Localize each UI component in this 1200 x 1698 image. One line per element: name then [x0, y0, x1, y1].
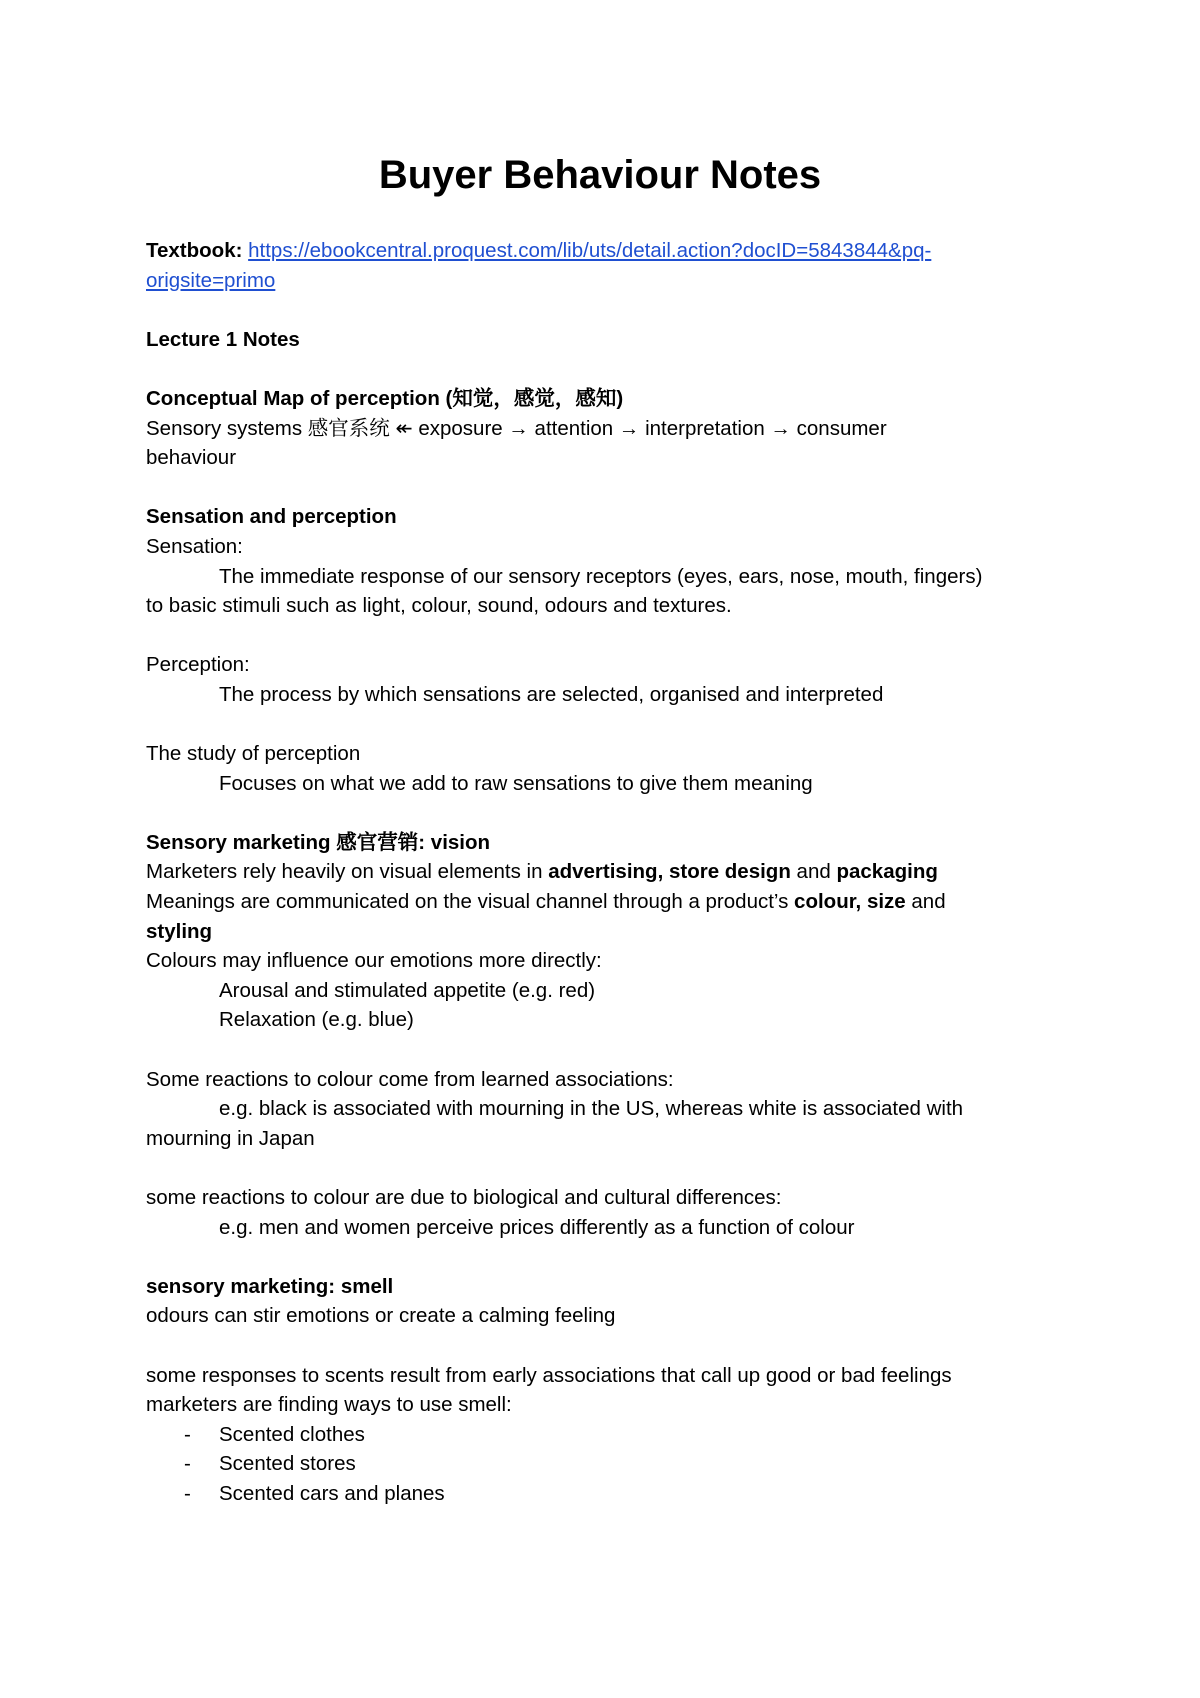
textbook-link[interactable]: https://ebookcentral.proquest.com/lib/uts/detail.action?docID=5843844&pq-: [248, 239, 932, 262]
textbook-label: Textbook:: [146, 239, 249, 262]
vision-line-1: [146, 857, 1056, 887]
study-label: The study of perception: [146, 742, 361, 766]
conceptual-map-heading: Conceptual Map of perception (知觉，感觉，感知): [146, 386, 624, 410]
textbook-line-2: [146, 266, 1056, 296]
bullet-marker: -: [184, 1422, 191, 1446]
vision-line-2-text: Meanings are communicated on the visual channel through a product’s: [146, 890, 795, 914]
list-item: [146, 1420, 1056, 1450]
bio-example: e.g. men and women perceive prices differently as a function of colour: [219, 1215, 855, 1239]
vision-line-1-and: and: [790, 860, 837, 884]
perception-label: Perception:: [146, 653, 250, 677]
textbook-line: [146, 236, 1056, 266]
study-definition: Focuses on what we add to raw sensations to give them meaning: [219, 771, 813, 795]
vision-line-2-bold: colour, size: [794, 890, 906, 914]
list-item-text: Scented clothes: [219, 1422, 365, 1446]
spacer: [146, 1331, 1056, 1361]
spacer: [146, 710, 1056, 740]
colours-item-1: Arousal and stimulated appetite (e.g. red): [219, 978, 596, 1002]
spacer: [146, 621, 1056, 651]
colours-item-2: Relaxation (e.g. blue): [219, 1008, 414, 1032]
page-title: Buyer Behaviour Notes: [378, 153, 822, 197]
spacer: [146, 354, 1056, 384]
textbook-link-continued[interactable]: origsite=primo: [146, 268, 276, 292]
vision-line-1-text: Marketers rely heavily on visual elements in: [146, 860, 549, 884]
spacer: [146, 1153, 1056, 1183]
perception-definition: The process by which sensations are selected, organised and interpreted: [219, 682, 884, 706]
sensation-label: Sensation:: [146, 534, 243, 558]
smell-line-2: some responses to scents result from early associations that call up good or bad feelings: [146, 1363, 952, 1387]
conceptual-map-flow-continued: behaviour: [146, 446, 237, 470]
bullet-marker: -: [184, 1481, 191, 1505]
vision-line-2-and: and: [905, 890, 946, 914]
vision-line-3: styling: [146, 919, 213, 943]
bullet-marker: -: [184, 1452, 191, 1476]
list-item: [146, 1449, 1056, 1479]
document-body: [146, 236, 1056, 1509]
smell-heading: sensory marketing: smell: [146, 1274, 394, 1298]
bio-intro: some reactions to colour are due to biological and cultural differences:: [146, 1186, 782, 1209]
lecture-heading: Lecture 1 Notes: [146, 327, 300, 351]
vision-line-1-bold-1: advertising, store design: [548, 860, 791, 884]
vision-line-2: [146, 887, 1056, 917]
spacer: [146, 295, 1056, 325]
list-item: [146, 1479, 1056, 1509]
smell-line-3: marketers are finding ways to use smell:: [146, 1393, 512, 1417]
spacer: [146, 1035, 1056, 1065]
conceptual-map-flow: Sensory systems 感官系统 ↞ exposure → attention → interpretation → consumer: [146, 416, 887, 440]
learned-example-continued: mourning in Japan: [146, 1126, 315, 1150]
sensation-perception-heading: Sensation and perception: [146, 505, 397, 529]
vision-heading-cjk: 感官营销: [336, 829, 419, 854]
spacer: [146, 473, 1056, 503]
spacer: [146, 798, 1056, 828]
vision-heading: [146, 828, 1056, 858]
learned-example: e.g. black is associated with mourning in the US, whereas white is associated with: [219, 1097, 964, 1121]
learned-intro: Some reactions to colour come from learned associations:: [146, 1067, 674, 1091]
colours-intro: Colours may influence our emotions more directly:: [146, 949, 602, 973]
vision-heading-suffix: : vision: [418, 830, 491, 854]
vision-line-1-bold-2: packaging: [836, 860, 938, 884]
sensation-definition-continued: to basic stimuli such as light, colour, sound, odours and textures.: [146, 594, 732, 618]
list-item-text: Scented cars and planes: [219, 1481, 445, 1505]
list-item-text: Scented stores: [219, 1452, 356, 1476]
sensation-definition: The immediate response of our sensory receptors (eyes, ears, nose, mouth, fingers): [219, 564, 983, 588]
smell-line-1: odours can stir emotions or create a calming feeling: [146, 1304, 616, 1328]
spacer: [146, 1242, 1056, 1272]
vision-heading-text: Sensory marketing: [146, 830, 337, 854]
